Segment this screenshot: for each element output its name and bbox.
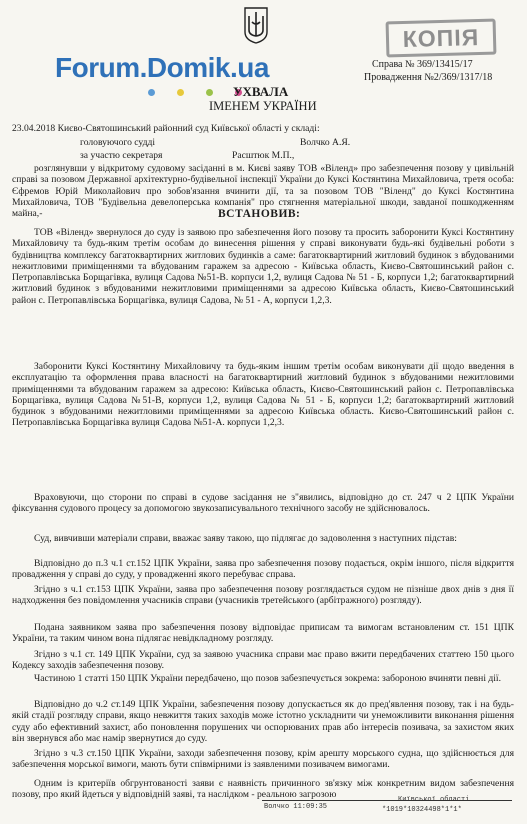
footer-signature: Волчко 11:09:35 bbox=[264, 803, 328, 811]
paragraph: Заборонити Куксі Костянтину Михайловичу та будь-яким іншим третім особам виконувати дії щодо введення в експлуатацію та оформлення права власності на багатоквартирний житловий будинок з вбудованими нежитловими приміщеннями та вбудованим гаражем за адресою: Київська область, Києво-Святошинський район с. Петропавлівська Борщагівка, вулиця Садова №51-В, корпуси 1,2, вулиця Садова № 51 - Б, корпуси 1,2; багатоквартирний житловий будинок з вбудованими нежитловими приміщеннями за адресою Київська область. Києво-Святошинський район с. Петропавлівська Борщагівка вулиця Садова №51-А. корпуси 1,2,3. bbox=[12, 361, 514, 429]
section-heading: ВСТАНОВИВ: bbox=[218, 208, 301, 220]
watermark-dots bbox=[148, 89, 242, 96]
judge-name: Волчко А.Я. bbox=[300, 137, 351, 148]
paragraph: Згідно з ч.1 ст. 149 ЦПК України, суд за заявою учасника справи має право вжити передбачених статтею 150 цього Кодексу заходів забезпечення позову. bbox=[12, 649, 514, 672]
site-watermark: Forum.Domik.ua bbox=[55, 52, 269, 83]
court-date-line: 23.04.2018 Києво-Святошинський районний суд Київської області у складі: bbox=[12, 123, 320, 134]
intro-paragraph: розглянувши у відкритому судовому засіданні в м. Києві заяву ТОВ «Віленд» про забезпечення позову у цивільній справі за позовом Державної архітектурно-будівельної інспекції України до Куксі Костянтина Михайловича, третя особа: Єфремов Юрій Миколайович про зобов'язання вчинити дії, та за позовом ТОВ "Віленд" до Куксі Костянтина Михайловича, ТОВ "Будівельна девелоперська компанія" про стягнення матеріальної шкоди, завданої пошкодженням майна,- bbox=[12, 163, 514, 220]
footer-court: Київської області bbox=[398, 796, 470, 804]
secretary-name: Расштюк М.П., bbox=[232, 150, 295, 161]
paragraph: Згідно з ч.1 ст.153 ЦПК України, заява про забезпечення позову розглядається судом не пізніше двох днів з дня її надходження без повідомлення учасників справи (учасників третейського (арбітражного) розгляду). bbox=[12, 584, 514, 607]
paragraph: Відповідно до п.3 ч.1 ст.152 ЦПК України, заява про забезпечення позову подається, окрім іншого, після відкриття провадження у справі до суду, у провадженні якого перебуває справа. bbox=[12, 558, 514, 581]
secretary-role: за участю секретаря bbox=[80, 150, 163, 161]
watermark-dot bbox=[177, 89, 184, 96]
paragraph: Одним із критеріїв обгрунтованості заяви є наявність причинного зв'язку між конкретним видом забезпечення позову, про який йдеться у відповідній заяві, та наслідком - реальною загрозою bbox=[12, 778, 514, 801]
paragraph: Суд, вивчивши матеріали справи, вважає заяву такою, що підлягає до задоволення з наступних підстав: bbox=[34, 533, 457, 544]
copy-stamp: КОПІЯ bbox=[386, 19, 497, 58]
case-number: Справа № 369/13415/17 bbox=[372, 59, 473, 70]
paragraph: Відповідно до ч.2 ст.149 ЦПК України, забезпечення позову допускається як до пред'явлення позову, так і на будь-якій стадії розгляду справи, якщо невжиття таких заходів може істотно ускладнити чи унеможливити виконання рішення суду або ефективний захист, або поновлення порушених чи оспорюваних прав або інтересів позивача, за захистом яких він звернувся або має намір звернутися до суду. bbox=[12, 699, 514, 744]
judge-role: головуючого судді bbox=[80, 137, 156, 148]
paragraph: Подана заявником заява про забезпечення позову відповідає приписам та вимогам встановленим ст. 151 ЦПК України, та таким чином вона підлягає невідкладному розгляду. bbox=[12, 622, 514, 645]
footer-divider bbox=[262, 800, 512, 801]
watermark-dot bbox=[148, 89, 155, 96]
paragraph: Враховуючи, що сторони по справі в судове засідання не з"явились, відповідно до ст. 247 ч 2 ЦПК України фіксування судового процесу за допомогою звукозаписувального технічного засобу не здійснювалось. bbox=[12, 492, 514, 515]
coat-of-arms-icon bbox=[243, 6, 269, 44]
document-subtitle: ІМЕНЕМ УКРАЇНИ bbox=[209, 99, 317, 113]
document-title: УХВАЛА bbox=[233, 84, 289, 99]
paragraph: ТОВ «Віленд» звернулося до суду із заявою про забезпечення його позову та просить заборонити Куксі Костянтину Михайловичу та будь-яким третім особам до винесення рішення у справі виконувати будь-які будівельні роботи з будівництва комплексу багатоквартирних житлових будинків а саме: багатоквартирний житловий будинок з вбудованими нежитловими приміщеннями та вбудованим гаражем за адресою - Київська область, Києво-Святошинський район с. Петропавлівська Борщагівка, вулиця Садова №51-В. корпуси 1,2, вулиця Садова № 51 - Б, корпуси 1,2; багатоквартирний житловий будинок з вбудованими нежитловими приміщеннями за адресою Київська область, Києво-Святошинський район с. Петропавлівська Борщагівка, вулиця Садова, № 51 - А, корпуси 1,2,3. bbox=[12, 227, 514, 306]
watermark-dot bbox=[206, 89, 213, 96]
paragraph: Частиною 1 статті 150 ЦПК України передбачено, що позов забезпечується зокрема: забороною вчиняти певні дії. bbox=[34, 673, 501, 684]
paragraph: Згідно з ч.3 ст.150 ЦПК України, заходи забезпечення позову, крім арешту морського судна, що здійснюється для забезпечення морської вимоги, мають бути співмірними із заявленими позивачем вимогами. bbox=[12, 748, 514, 771]
proceeding-number: Провадження №2/369/1317/18 bbox=[364, 72, 493, 83]
footer-barcode-text: *1019*10324498*1*1* bbox=[382, 806, 462, 814]
